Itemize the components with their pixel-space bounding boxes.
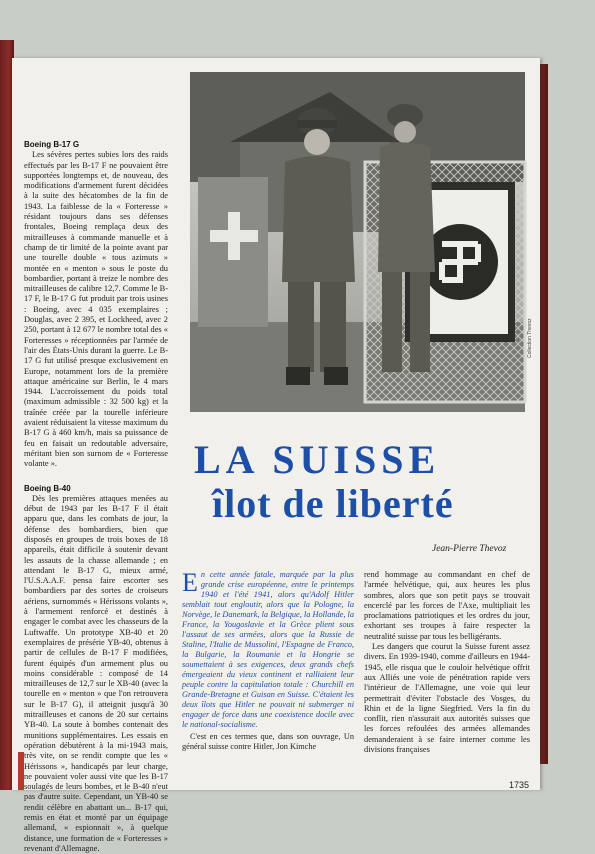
bookmark-ribbon xyxy=(18,752,24,790)
photo-illustration xyxy=(190,72,525,412)
soldiers-photo xyxy=(190,72,525,412)
book-edge xyxy=(540,64,548,764)
section-title-b40: Boeing B-40 xyxy=(24,483,71,493)
left-column xyxy=(24,140,168,854)
drop-cap: E xyxy=(182,568,198,597)
section-text-b40: Dès les premières attaques menées au début de 1943 par les B-17 F il était apparu que, dans les combats de jour, la défense des bombardiers, bien que disposés en groupes de trois boxes de 18 appareils, était difficile à soutenir devant les assauts de la chasse allemande ; en attendant le B-17 G, mieux armé, l'U.S.A.A.F. pensa faire escorter ses bombardiers par des sortes de croiseurs aériens, surnommés « Hérissons volants », à l'armement renforcé et destinés à engager le combat avec les chasseurs de la Luftwaffe. Un prototype XB-40 et 20 exemplaires de présérie YB-40, obtenus à partir de cellules de B-17 F modifiées, furent équipés d'un armement plus ou moins considérable : composé de 14 mitrailleuses de 12,7 sur le XB-40 (avec la tourelle en « menton » que l'on retrouvera sur le B-17 G), il atteignit jusqu'à 30 mitrailleuses et canons de 20 sur certains YB-40. La soute à bombes contenait des munitions supplémentaires. Les essais en opération débutèrent à la mi-1943 mais, très vite, on se rendit compte que les « Hérissons », handicapés par leur charge, ne pouvaient voler aussi vite que les B-17 soulagés de leurs bombes, et le B-40 n'eut pas d'autre suite. Cependant, un YB-40 se rendit célèbre en abattant un... B-17 qui, remis en état et monté par un équipage allemand, « espionnait », à quelque distance, une formation de « Forteresses » revenant d'Allemagne. xyxy=(24,493,168,853)
article-intro xyxy=(182,570,354,752)
intro-text-2: C'est en ces termes que, dans son ouvrage, Un général suisse contre Hitler, Jon Kimche xyxy=(182,732,354,751)
intro-text: n cette année fatale, marquée par la plus grande crise européenne, entre le printemps 1940 et l'été 1941, alors qu'Adolf Hitler semblait tout engloutir, alors que la Pologne, la Norvège, le Danemark, la Belgique, la Hollande, la France, la Yougoslavie et la Grèce plient sous l'assaut de ses armées, alors que la Russie de Staline, l'Italie de Mussolini, l'Espagne de Franco, la Bulgarie, la Roumanie et la Hongrie se soumettaient à ses exigences, deux grands chefs émergeaient du vieux continent et ralliaient leur peuple contre la capitulation totale : Churchill en Grande-Bretagne et Guisan en Suisse. C'étaient les deux îlots que Hitler ne pouvait ni submerger ni engager de force dans une coexistence docile avec le national-socialisme. xyxy=(182,570,354,729)
magazine-page xyxy=(12,58,540,853)
page-number: 1735 xyxy=(509,780,530,790)
right-text-2: Les dangers que courut la Suisse furent assez divers. En 1939-1940, comme d'ailleurs en 1944-1945, elle risqua que le couloir helvétique offrit aux Alliés une voie de pénétration rapide vers l'intérieur de l'Allemagne, une voie qui leur permettrait d'éviter l'obstacle des Vosges, du Rhin et de la ligne Siegfried. Vers la fin du conflit, rien n'assurait aux autorités suisses que les forces refoulées des armées allemandes demanderaient à se faire interner comme les divisions françaises xyxy=(364,642,530,755)
title-line-2: îlot de liberté xyxy=(212,481,454,526)
right-text-1: rend hommage au commandant en chef de l'armée helvétique, qui, aux heures les plus sombres, alors que son petit pays se trouvait encerclé par les forces de l'Axe, multipliait les proclamations patriotiques et les ordres du jour, exhortant ses troupes à faire respecter la neutralité suisse par tous les belligérants. xyxy=(364,570,530,641)
section-title-b17g: Boeing B-17 G xyxy=(24,140,80,149)
photo-credit: Collection Thevoz xyxy=(527,318,533,358)
article-right-column xyxy=(364,570,530,755)
article-author: Jean-Pierre Thevoz xyxy=(432,544,507,554)
section-text-b17g: Les sévères pertes subies lors des raids effectués par les B-17 F ne pouvaient être supportées longtemps et, de nouveau, des modifications d'armement furent décidées à la suite des hécatombes de la fin de 1943. La faiblesse de la « Forteresse » résidant toujours dans ses défenses frontales, Boeing remplaça deux des mitrailleuses à commande manuelle et à champ de tir limité de la pointe avant par une tourelle double « tous azimuts » montée en « menton » sous le poste du bombardier, portant à treize le nombre des mitrailleuses de calibre 12,7. Comme le B-17 F, le B-17 G fut produit par trois usines : Boeing, avec 4 035 exemplaires ; Douglas, avec 2 395, et Lockheed, avec 2 250, portant à 12 677 le nombre total des « Forteresses » réceptionnées par l'armée de l'air des États-Unis durant la guerre. Le B-17 G fut utilisé presque exclusivement en Europe, notamment lors de la première attaque américaine sur Berlin, le 4 mars 1944. L'accroissement du poids total (maximum admissible : 32 500 kg) et la traînée créée par la tourelle inférieure avaient réduisaient la vitesse maximum du B-17 G à 460 km/h, mais sa puissance de feu en faisait un redoutable adversaire, méritant bien son surnom de « Forteresse volante ». xyxy=(24,150,168,469)
title-line-1: LA SUISSE xyxy=(194,437,441,482)
article-title xyxy=(194,438,529,526)
